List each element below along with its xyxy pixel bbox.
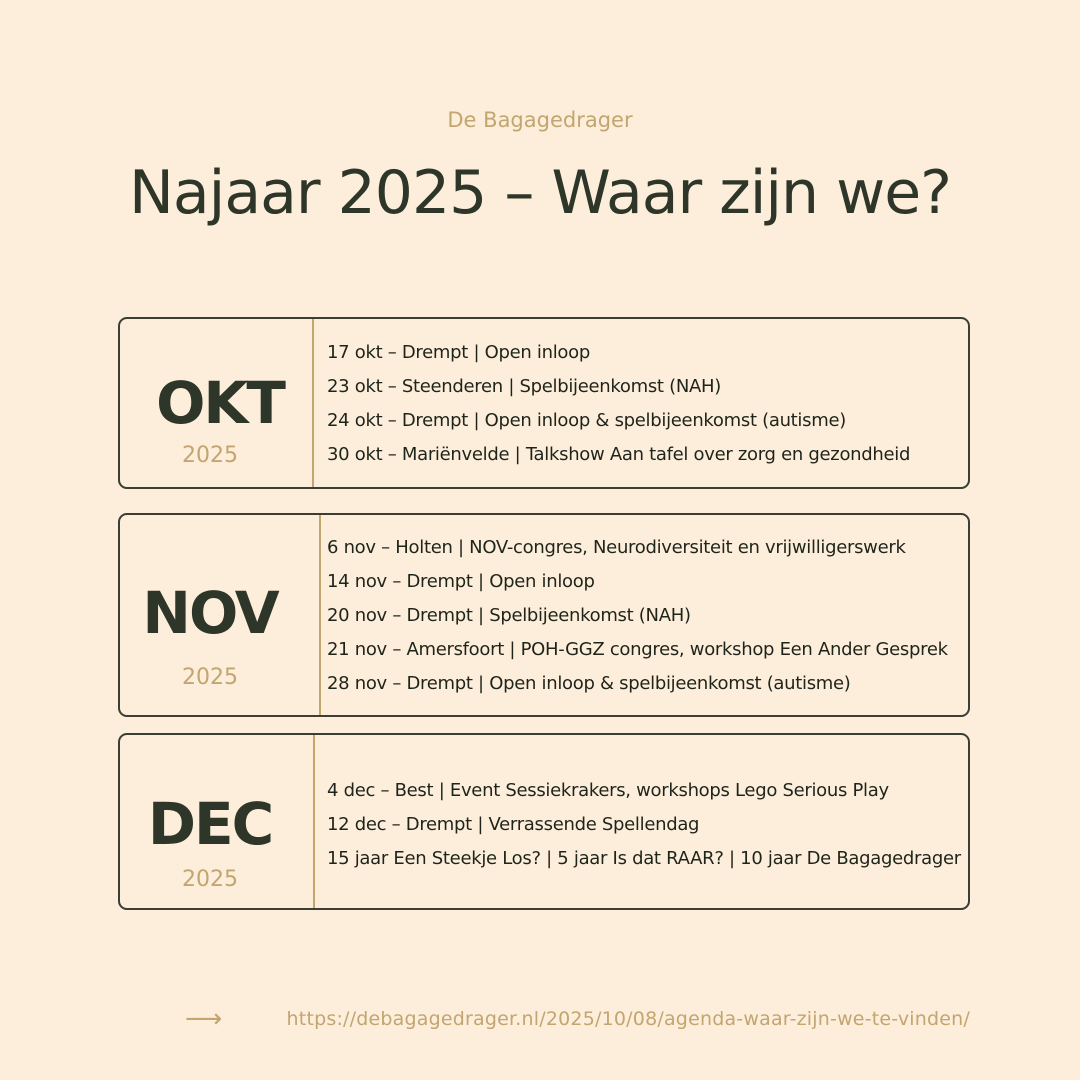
- event-item: 21 nov – Amersfoort | POH-GGZ congres, workshop Een Ander Gesprek: [327, 639, 948, 660]
- event-item: 17 okt – Drempt | Open inloop: [327, 342, 590, 363]
- year-label: 2025: [182, 443, 238, 468]
- month-card-okt: [118, 317, 970, 489]
- page-title: Najaar 2025 – Waar zijn we?: [129, 158, 951, 228]
- event-item: 15 jaar Een Steekje Los? | 5 jaar Is dat RAAR? | 10 jaar De Bagagedrager: [327, 848, 961, 869]
- event-item: 20 nov – Drempt | Spelbijeenkomst (NAH): [327, 605, 691, 626]
- event-item: 6 nov – Holten | NOV-congres, Neurodiversiteit en vrijwilligerswerk: [327, 537, 906, 558]
- year-label: 2025: [182, 665, 238, 690]
- event-item: 4 dec – Best | Event Sessiekrakers, workshops Lego Serious Play: [327, 780, 889, 801]
- event-list: [327, 774, 961, 876]
- card-divider: [319, 515, 321, 715]
- month-label: OKT: [156, 369, 284, 437]
- brand-name: De Bagagedrager: [447, 108, 633, 132]
- month-label: DEC: [147, 790, 273, 858]
- arrow-right-icon: ⟶: [185, 1004, 223, 1034]
- event-item: 24 okt – Drempt | Open inloop & spelbijeenkomst (autisme): [327, 410, 846, 431]
- year-label: 2025: [182, 867, 238, 892]
- event-item: 30 okt – Mariënvelde | Talkshow Aan tafel over zorg en gezondheid: [327, 444, 911, 465]
- month-label: NOV: [142, 579, 278, 647]
- event-item: 28 nov – Drempt | Open inloop & spelbijeenkomst (autisme): [327, 673, 851, 694]
- event-item: 12 dec – Drempt | Verrassende Spellendag: [327, 814, 700, 835]
- month-card-nov: [118, 513, 970, 717]
- event-list: [327, 531, 948, 701]
- card-divider: [313, 735, 315, 908]
- event-list: [327, 336, 910, 472]
- footer: [185, 1004, 970, 1034]
- month-card-dec: [118, 733, 970, 910]
- event-item: 23 okt – Steenderen | Spelbijeenkomst (NAH): [327, 376, 721, 397]
- footer-url-link[interactable]: https://debagagedrager.nl/2025/10/08/agenda-waar-zijn-we-te-vinden/: [286, 1008, 970, 1030]
- card-divider: [312, 319, 314, 487]
- event-item: 14 nov – Drempt | Open inloop: [327, 571, 595, 592]
